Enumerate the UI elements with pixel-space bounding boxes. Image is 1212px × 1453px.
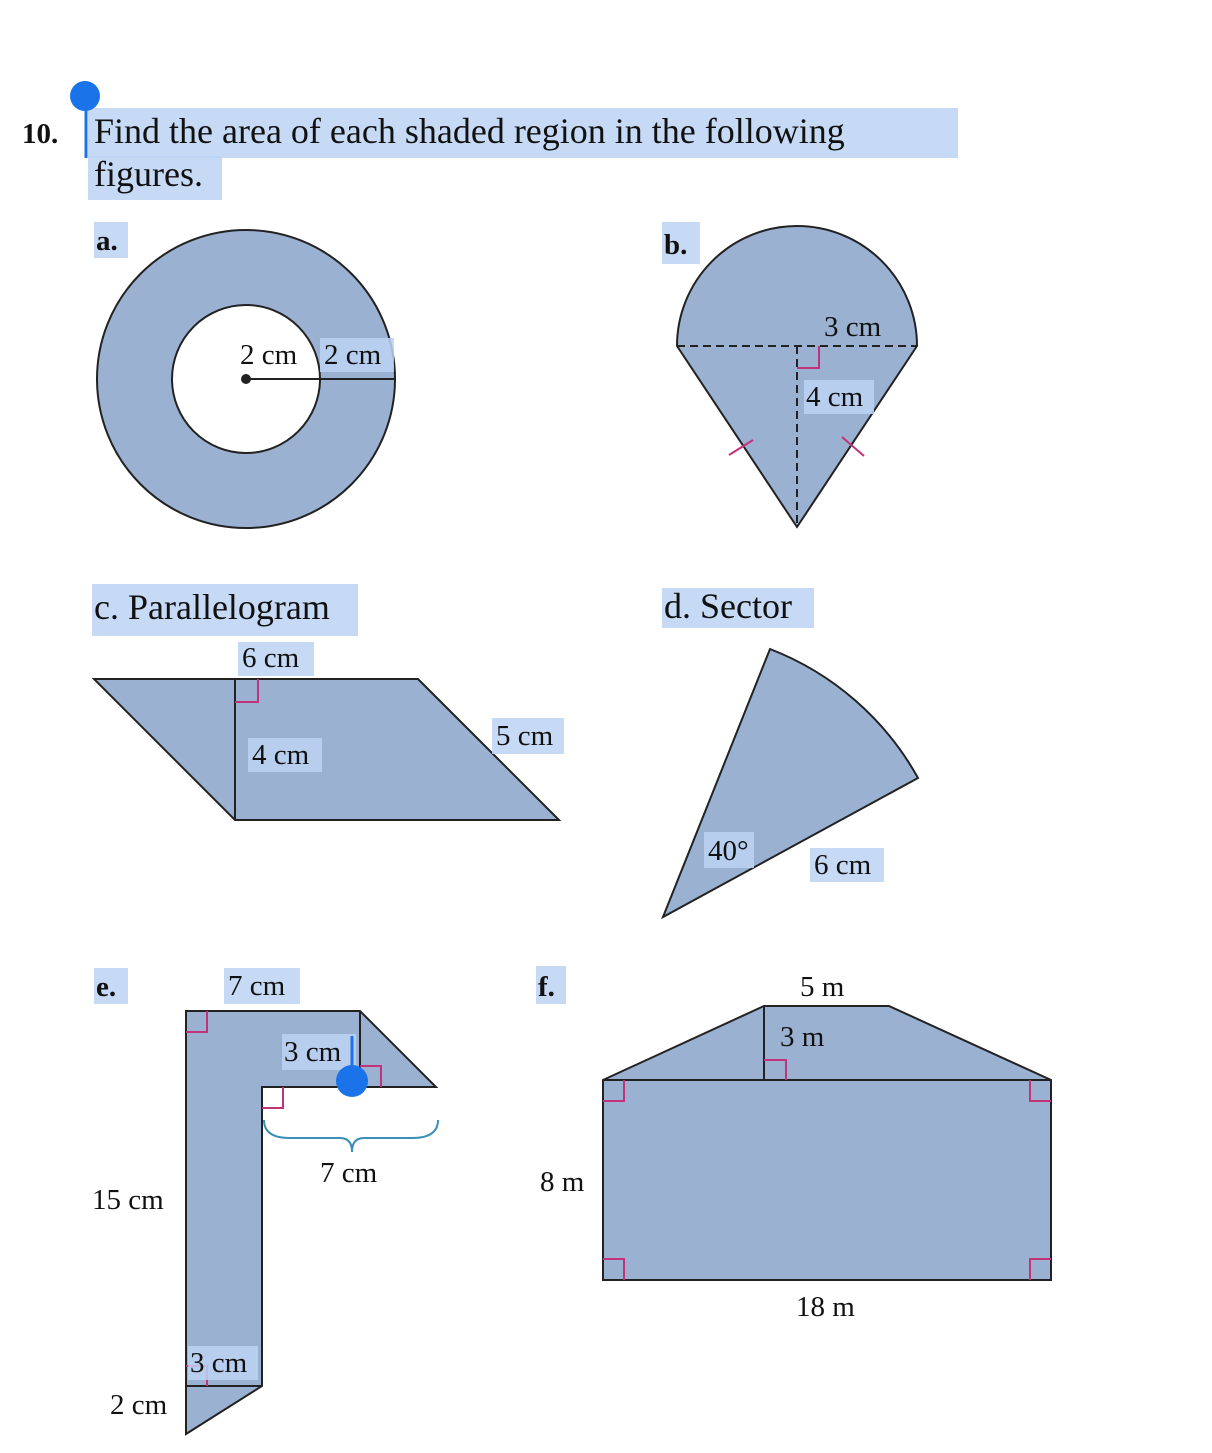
fig-a-inner-radius-label: 2 cm — [240, 339, 298, 371]
fig-e-brace — [264, 1120, 438, 1152]
fig-d-radius-label: 6 cm — [814, 849, 872, 881]
fig-e-bottom-width-label: 3 cm — [190, 1347, 248, 1379]
fig-f-shape — [603, 1006, 1051, 1280]
fig-b-height-label: 4 cm — [806, 381, 864, 413]
fig-a-ring-width-label: 2 cm — [324, 339, 382, 371]
fig-f-bottom-label: 18 m — [796, 1291, 855, 1323]
fig-c-parallelogram — [94, 679, 559, 820]
fig-e-bottom-triangle-label: 2 cm — [110, 1389, 168, 1421]
fig-d-label: d. Sector — [664, 586, 792, 626]
question-text-line2: figures. — [94, 154, 203, 194]
fig-d-angle-label: 40° — [708, 835, 749, 867]
selection-end-handle[interactable] — [336, 1065, 368, 1097]
fig-c-height-label: 4 cm — [252, 739, 310, 771]
question-text-line1: Find the area of each shaded region in the following — [94, 111, 845, 151]
fig-e-triangle-height-label: 3 cm — [284, 1036, 342, 1068]
fig-e-label: e. — [96, 971, 117, 1003]
fig-b-label: b. — [664, 229, 688, 261]
fig-c-side-label: 5 cm — [496, 720, 554, 752]
fig-a-label: a. — [96, 225, 118, 257]
fig-c-label: c. Parallelogram — [94, 587, 330, 627]
fig-e-top-label: 7 cm — [228, 970, 286, 1002]
fig-f-label: f. — [538, 971, 555, 1003]
fig-f-top-label: 5 m — [800, 971, 845, 1003]
selection-start-handle[interactable] — [70, 81, 100, 111]
fig-e-ra-inner — [262, 1087, 283, 1108]
fig-f-side-label: 8 m — [540, 1166, 585, 1198]
fig-c-top-label: 6 cm — [242, 642, 300, 674]
fig-b-radius-label: 3 cm — [824, 311, 882, 343]
fig-a-center-dot — [241, 374, 251, 384]
fig-e-height-label: 15 cm — [92, 1184, 164, 1216]
fig-f-triangle-height-label: 3 m — [780, 1021, 825, 1053]
question-number: 10. — [22, 118, 59, 150]
fig-e-inner-width-label: 7 cm — [320, 1157, 378, 1189]
